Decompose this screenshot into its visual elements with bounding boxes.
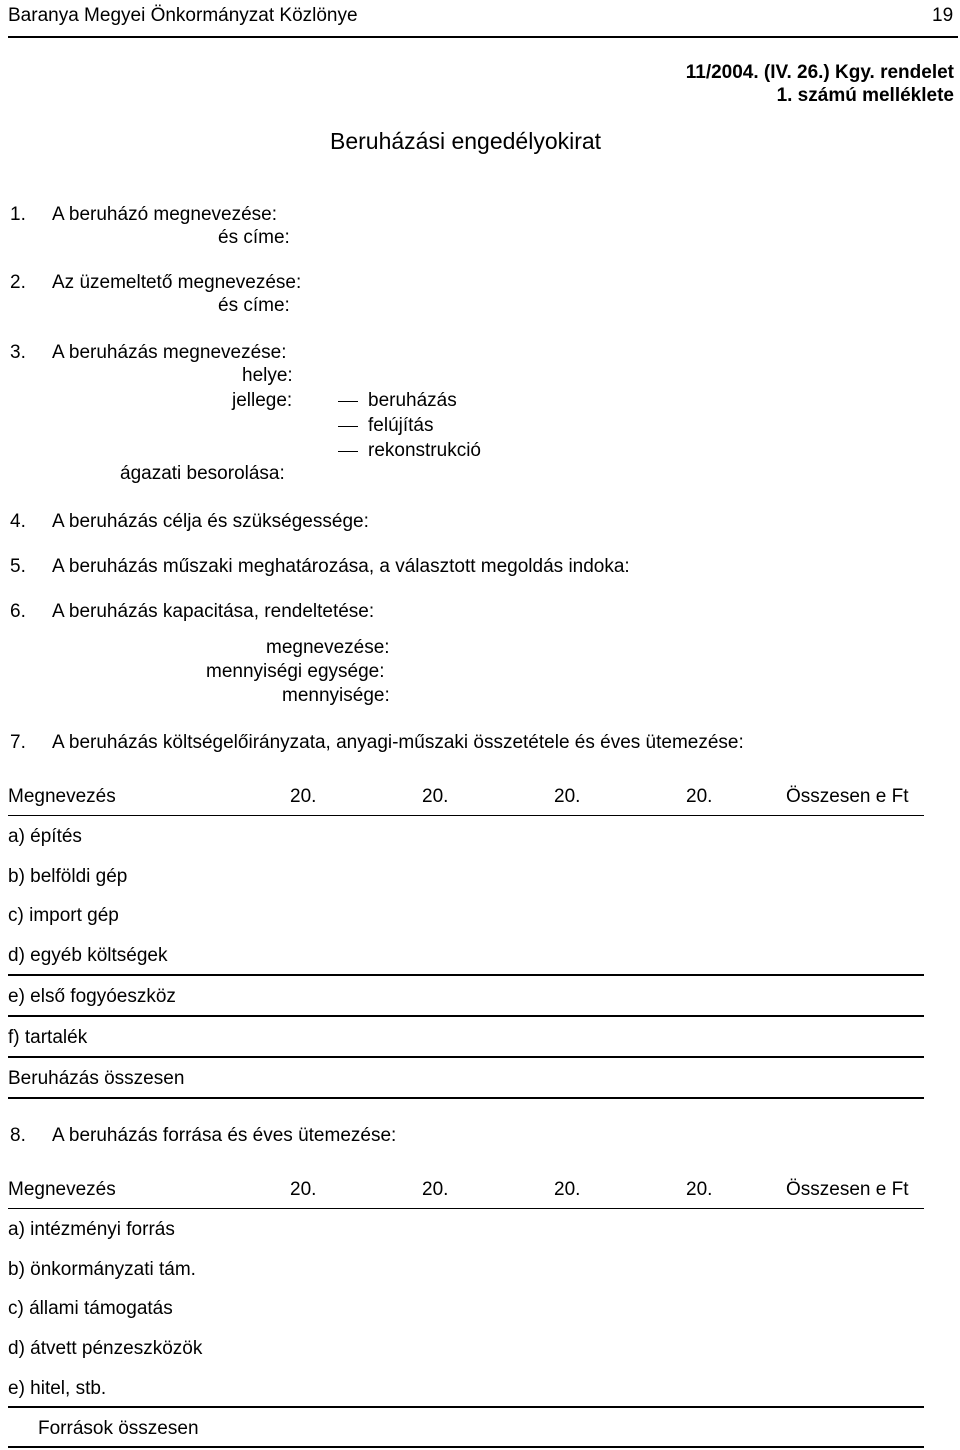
table1-row-rule (8, 1056, 924, 1058)
option-dash (338, 401, 358, 402)
table2-row: a) intézményi forrás (8, 1219, 175, 1240)
item-2-sub: és címe: (218, 295, 290, 316)
page-number: 19 (932, 5, 954, 26)
decree-reference: 11/2004. (IV. 26.) Kgy. rendelet (685, 62, 954, 83)
item-1-label: A beruházó megnevezése: (52, 204, 277, 225)
item-5-label: A beruházás műszaki meghatározása, a választott megoldás indoka: (52, 556, 630, 577)
table1-row: c) import gép (8, 905, 119, 926)
table2-row: b) önkormányzati tám. (8, 1259, 196, 1280)
table1-header-year-1: 20. (290, 786, 317, 807)
option-rekonstrukcio: rekonstrukció (368, 440, 481, 461)
item-7-number: 7. (10, 732, 26, 753)
item-8-number: 8. (10, 1125, 26, 1146)
table2-header-total: Összesen e Ft (786, 1179, 909, 1200)
table2-header-year-1: 20. (290, 1179, 317, 1200)
table2-row: e) hitel, stb. (8, 1378, 107, 1399)
table2-row-rule (8, 1406, 924, 1408)
item-6-label: A beruházás kapacitása, rendeltetése: (52, 601, 375, 622)
item-4-label: A beruházás célja és szükségessége: (52, 511, 369, 532)
table1-row: f) tartalék (8, 1027, 88, 1048)
table1-row-rule (8, 974, 924, 976)
item-8-label: A beruházás forrása és éves ütemezése: (52, 1125, 397, 1146)
item-3-number: 3. (10, 342, 26, 363)
item-2-label: Az üzemeltető megnevezése: (52, 272, 302, 293)
page-title: Beruházási engedélyokirat (330, 128, 602, 154)
option-dash (338, 451, 358, 452)
item-1-number: 1. (10, 204, 26, 225)
annex-reference: 1. számú melléklete (776, 85, 954, 106)
table1-total-row: Beruházás összesen (8, 1068, 185, 1089)
table1-header-year-4: 20. (686, 786, 713, 807)
option-dash (338, 426, 358, 427)
table2-header-name: Megnevezés (8, 1179, 116, 1200)
table1-header-rule (8, 815, 924, 816)
table1-header-total: Összesen e Ft (786, 786, 909, 807)
table1-header-year-3: 20. (554, 786, 581, 807)
item-6-sub-2: mennyiségi egysége: (206, 661, 385, 682)
item-1-sub: és címe: (218, 227, 290, 248)
item-5-number: 5. (10, 556, 26, 577)
option-felujitas: felújítás (368, 415, 434, 436)
item-6-sub-1: megnevezése: (266, 637, 390, 658)
table1-row: a) építés (8, 826, 82, 847)
table2-row: d) átvett pénzeszközök (8, 1338, 203, 1359)
table2-header-year-4: 20. (686, 1179, 713, 1200)
table2-header-year-2: 20. (422, 1179, 449, 1200)
table1-row: e) első fogyóeszköz (8, 986, 176, 1007)
item-2-number: 2. (10, 272, 26, 293)
publication-title: Baranya Megyei Önkormányzat Közlönye (8, 5, 358, 26)
table1-row: d) egyéb költségek (8, 945, 168, 966)
item-6-number: 6. (10, 601, 26, 622)
table2-row: c) állami támogatás (8, 1298, 173, 1319)
header-divider (8, 36, 958, 38)
item-4-number: 4. (10, 511, 26, 532)
item-3-helye: helye: (242, 365, 293, 386)
item-6-sub-3: mennyisége: (282, 685, 390, 706)
table1-bottom-rule (8, 1097, 924, 1099)
item-3-jellege: jellege: (232, 390, 293, 411)
table2-header-year-3: 20. (554, 1179, 581, 1200)
option-beruhazas: beruházás (368, 390, 457, 411)
table1-header-year-2: 20. (422, 786, 449, 807)
item-3-label: A beruházás megnevezése: (52, 342, 287, 363)
table2-bottom-rule (8, 1446, 924, 1448)
table2-total-row: Források összesen (38, 1418, 199, 1439)
table1-row: b) belföldi gép (8, 866, 128, 887)
table1-header-name: Megnevezés (8, 786, 116, 807)
table2-header-rule (8, 1208, 924, 1209)
table1-row-rule (8, 1015, 924, 1017)
item-3-agazati: ágazati besorolása: (120, 463, 285, 484)
item-7-label: A beruházás költségelőirányzata, anyagi-műszaki összetétele és éves ütemezése: (52, 732, 744, 753)
